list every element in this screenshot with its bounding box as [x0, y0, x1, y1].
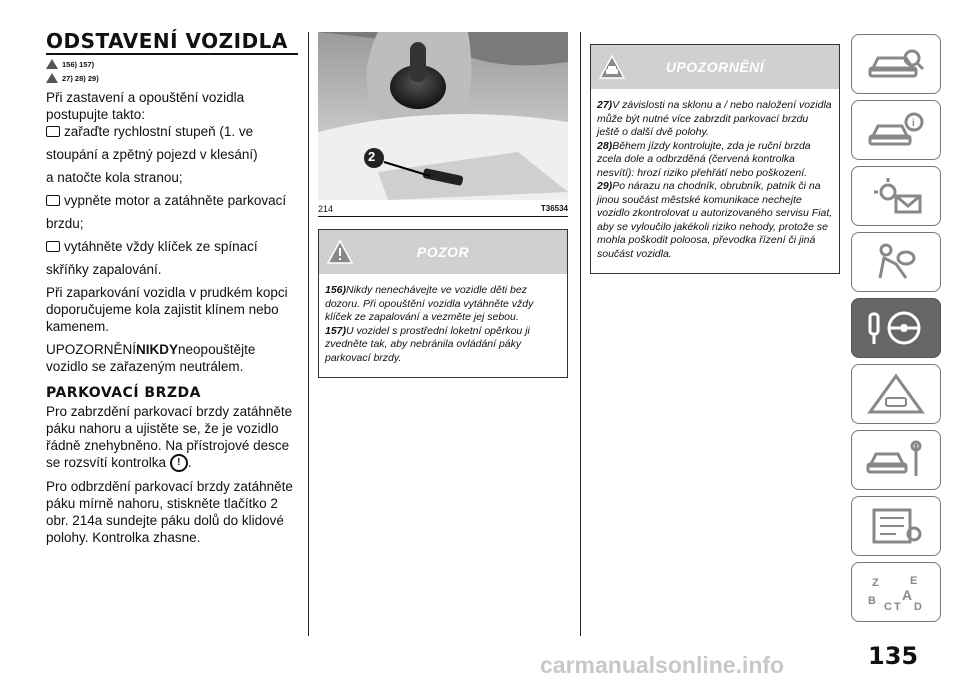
- callout-label: 2: [368, 149, 376, 164]
- note-item: 29)Po nárazu na chodník, obrubník, patník či na jinou součást městské komunikace nechejte vozidlo zkontrolovat u autorizovaného servisu Fiat, aby se vyloučilo jakékoli riziko nehody, protože se mohla poškodit poloosa, převodka řízení či jiná součást vozidla.: [597, 180, 833, 260]
- tab-info[interactable]: [851, 100, 941, 160]
- warning-triangle-car-icon: [866, 374, 926, 414]
- tab-starting-driving[interactable]: [851, 298, 941, 358]
- car-wrench-icon: [866, 440, 926, 480]
- watermark: carmanualsonline.info: [540, 652, 785, 678]
- tab-emergency[interactable]: [851, 364, 941, 424]
- note-item: 27)V závislosti na sklonu a / nebo naložení vozidla může být nutné více zabrzdit parkovací brzdu ještě o další dvě polohy.: [597, 99, 832, 138]
- tab-maintenance[interactable]: [851, 430, 941, 490]
- bullet-continuation: brzdu;: [46, 216, 84, 231]
- seat-airbag-icon: [866, 242, 926, 282]
- lights-envelope-icon: [866, 176, 926, 216]
- technical-list-icon: [866, 506, 926, 546]
- bullet-item: zařaďte rychlostní stupeň (1. ve: [46, 123, 298, 140]
- neutral-warning: UPOZORNĚNÍNIKDYneopouštějte vozidlo se zařazeným neutrálem.: [46, 342, 256, 374]
- index-letter: C: [884, 601, 892, 612]
- warning-triangle-icon: [327, 240, 353, 264]
- car-warning-icon: [599, 55, 625, 79]
- upozorneni-box: [590, 44, 840, 274]
- subsection-heading: PARKOVACÍ BRZDA: [46, 385, 201, 401]
- pozor-header: [319, 230, 567, 274]
- figure-column: [318, 32, 568, 378]
- car-magnifier-icon: [866, 44, 926, 84]
- bullet-continuation: skříňky zapalování.: [46, 262, 162, 277]
- index-letter: B: [868, 595, 876, 607]
- tab-safety[interactable]: [851, 232, 941, 292]
- brake-release-text: Pro odbrzdění parkovací brzdy zatáhněte páku mírně nahoru, stiskněte tlačítko 2 obr. 214a sundejte páku dolů do klidové polohy. Kontrolka zhasne.: [46, 479, 293, 546]
- bullet-icon: [46, 126, 60, 137]
- main-text-column: [46, 29, 298, 546]
- car-warning-icon: [46, 73, 58, 83]
- handbrake-photo: [318, 32, 568, 200]
- warning-triangle-icon: [46, 59, 58, 69]
- warning-column: [590, 44, 840, 274]
- tab-technical-data[interactable]: [851, 496, 941, 556]
- upozorneni-body: [591, 89, 839, 273]
- index-letter: D: [914, 601, 922, 612]
- figure-number: 214: [318, 204, 334, 214]
- note-item: 156)Nikdy nenechávejte ve vozidle děti bez dozoru. Při opouštění vozidla vytáhněte vždy klíček ze zapalování a vezměte jej sebou.: [325, 284, 534, 323]
- tab-car-overview[interactable]: [851, 34, 941, 94]
- index-letter: T: [894, 601, 901, 612]
- tab-lights-messages[interactable]: [851, 166, 941, 226]
- slope-advice: Při zaparkování vozidla v prudkém kopci doporučujeme kola zajistit klínem nebo kamenem.: [46, 285, 288, 334]
- index-letter: E: [910, 575, 918, 587]
- figure-code: T36534: [540, 204, 568, 213]
- section-heading: ODSTAVENÍ VOZIDLA: [46, 32, 298, 55]
- warning-refs-1: 156) 157): [46, 59, 298, 69]
- bullet-item: vypněte motor a zatáhněte parkovací: [46, 192, 298, 209]
- figure-caption: [318, 204, 568, 217]
- bullet-icon: [46, 241, 60, 252]
- brake-engage-text: Pro zabrzdění parkovací brzdy zatáhněte páku nahoru a ujistěte se, že je vozidlo řádně znehybněno. Na přístrojové desce se rozsvítí kontrolka ! .: [46, 403, 298, 472]
- pozor-box: [318, 229, 568, 378]
- car-info-icon: [866, 110, 926, 150]
- page-number: 135: [868, 642, 919, 670]
- tab-index[interactable]: [851, 562, 941, 622]
- chapter-tabs: [851, 34, 943, 628]
- bullet-item: vytáhněte vždy klíček ze spínací: [46, 238, 298, 255]
- warning-refs-2: 27) 28) 29): [46, 73, 298, 83]
- handbrake-illustration: [318, 32, 568, 200]
- svg-text:i: i: [912, 118, 915, 129]
- bullet-icon: [46, 195, 60, 206]
- index-letter: Z: [872, 577, 879, 589]
- key-steering-wheel-icon: [866, 308, 926, 348]
- bullet-continuation: a natočte kola stranou;: [46, 170, 183, 185]
- intro-text: Při zastavení a opouštění vozidla postupujte takto:: [46, 90, 245, 122]
- pozor-title: POZOR: [416, 244, 470, 260]
- upozorneni-title: UPOZORNĚNÍ: [665, 59, 765, 75]
- index-letter: A: [902, 587, 913, 603]
- alphabetical-index-icon: [866, 572, 926, 612]
- column-divider: [580, 32, 581, 636]
- pozor-body: [319, 274, 567, 377]
- brake-warning-light-icon: !: [170, 454, 188, 472]
- bullet-continuation: stoupání a zpětný pojezd v klesání): [46, 147, 258, 162]
- upozorneni-header: [591, 45, 839, 89]
- note-item: 157)U vozidel s prostřední loketní opěrkou ji zvedněte tak, aby nebránila ovládání páky parkovací brzdy.: [325, 324, 530, 364]
- note-item: 28)Během jízdy kontrolujte, zda je ruční brzda zcela dole a odbrzděná (červená kontrolka nesvítí): hrozí riziko přehřátí nebo poškození.: [597, 139, 811, 179]
- column-divider: [308, 32, 309, 636]
